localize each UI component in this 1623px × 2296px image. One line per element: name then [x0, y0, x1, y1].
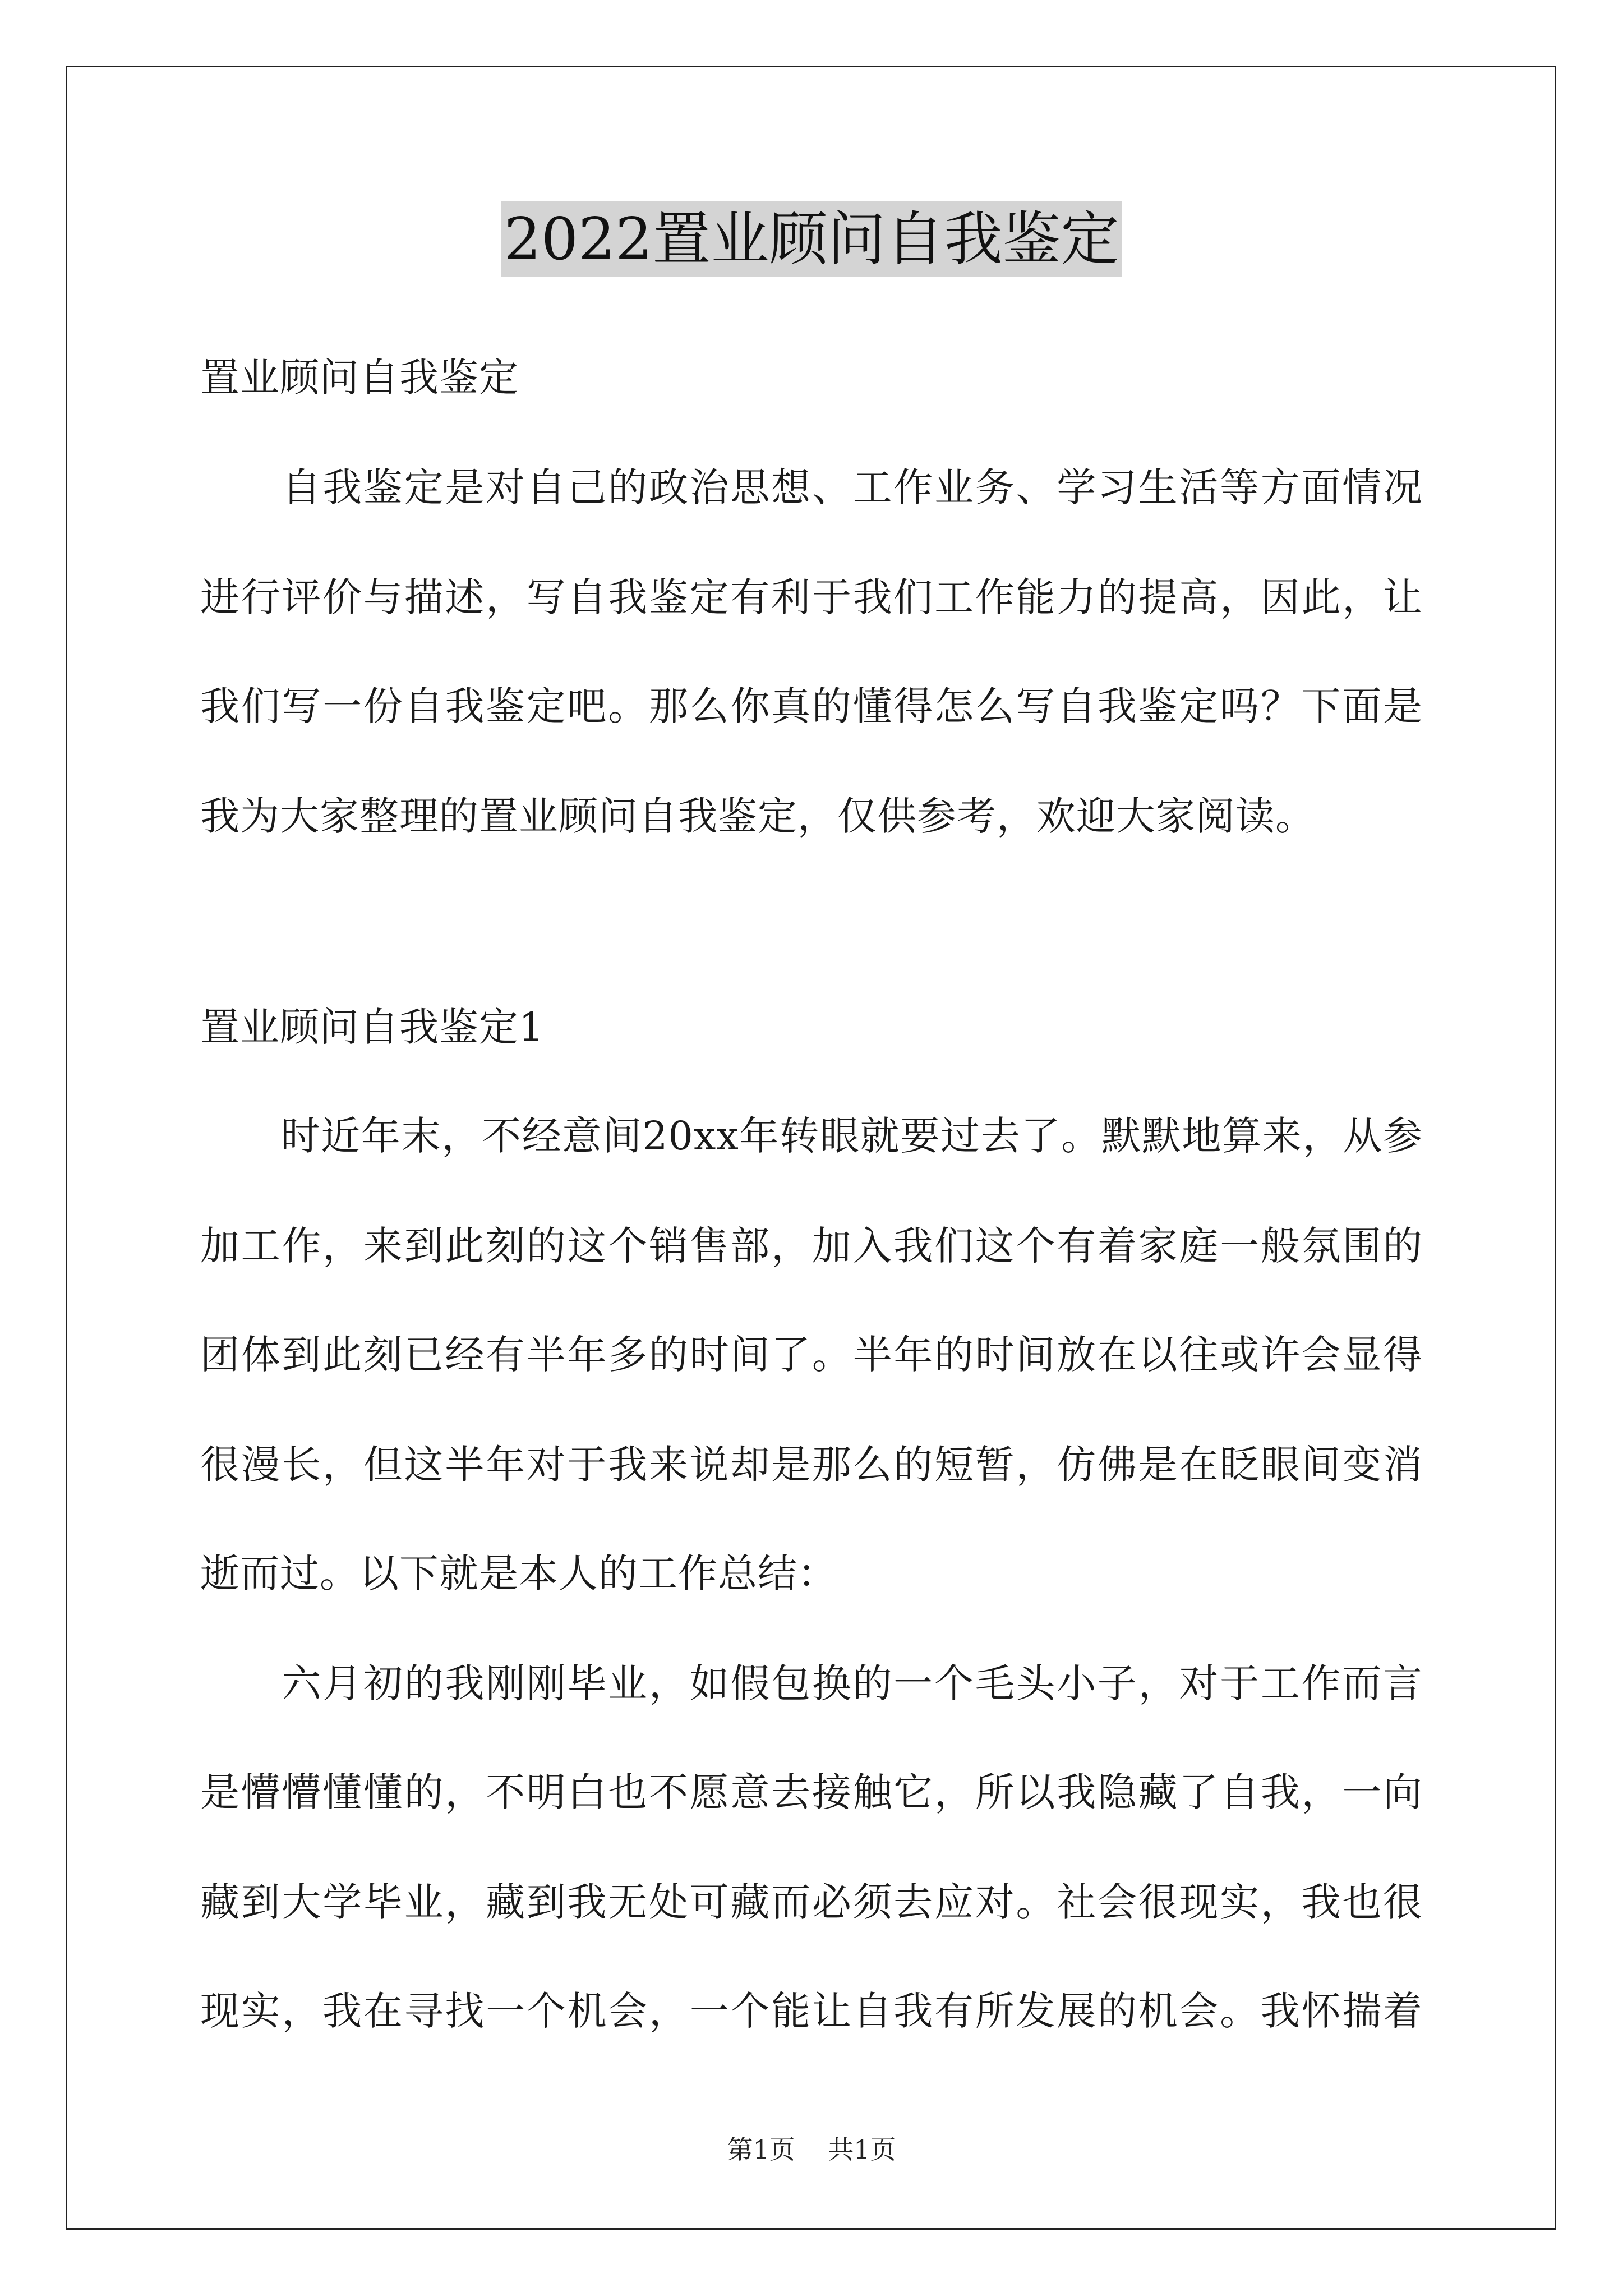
intro-line: 我为大家整理的置业顾问自我鉴定，仅供参考，欢迎大家阅读。 [200, 793, 1315, 839]
page-number: 第1页 [727, 2134, 795, 2165]
section-line: 现实，我在寻找一个机会，一个能让自我有所发展的机会。我怀揣着 [200, 1988, 1423, 2034]
section-line: 六月初的我刚刚毕业，如假包换的一个毛头小子，对于工作而言 [200, 1660, 1423, 1706]
document-subtitle: 置业顾问自我鉴定 [200, 355, 519, 401]
section-line: 是懵懵懂懂的，不明白也不愿意去接触它，所以我隐藏了自我，一向 [200, 1769, 1423, 1815]
page-footer [0, 2133, 1623, 2166]
intro-line: 进行评价与描述，写自我鉴定有利于我们工作能力的提高，因此，让 [200, 574, 1423, 620]
document-title: 2022置业顾问自我鉴定 [501, 201, 1123, 277]
section-line: 加工作，来到此刻的这个销售部，加入我们这个有着家庭一般氛围的 [200, 1223, 1423, 1269]
title-container [0, 201, 1623, 277]
intro-line: 我们写一份自我鉴定吧。那么你真的懂得怎么写自我鉴定吗？下面是 [200, 683, 1423, 729]
section-heading: 置业顾问自我鉴定1 [200, 1004, 545, 1050]
section-line: 很漫长，但这半年对于我来说却是那么的短暂，仿佛是在眨眼间变消 [200, 1442, 1423, 1488]
intro-line: 自我鉴定是对自己的政治思想、工作业务、学习生活等方面情况 [200, 464, 1423, 510]
section-line: 逝而过。以下就是本人的工作总结： [200, 1550, 837, 1596]
page-total: 共1页 [828, 2134, 896, 2165]
section-line: 藏到大学毕业，藏到我无处可藏而必须去应对。社会很现实，我也很 [200, 1879, 1423, 1925]
section-line: 时近年末，不经意间20xx年转眼就要过去了。默默地算来，从参 [200, 1113, 1423, 1159]
section-line: 团体到此刻已经有半年多的时间了。半年的时间放在以往或许会显得 [200, 1332, 1423, 1378]
